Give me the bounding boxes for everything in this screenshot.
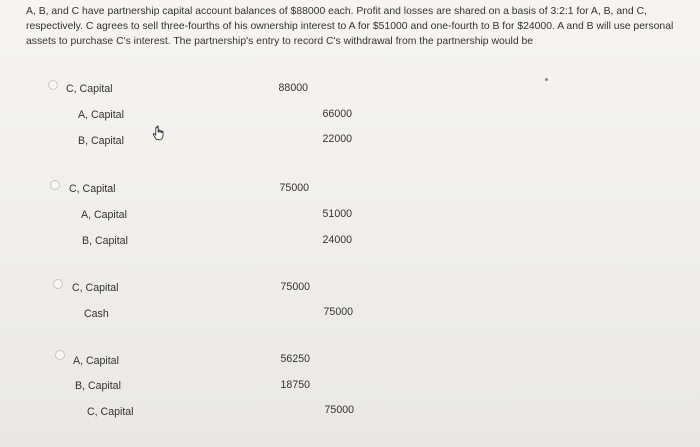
- question-text: A, B, and C have partnership capital account balances of $88000 each. Profit and losses are shared on a basis of 3:2:1 for A, B, and C, respectively. C agrees to sell three-fourths of his ownership interest to A for $51000 and one-fourth to B for $24000. A and B will use personal assets to purchase C's interest. The partnership's entry to record C's withdrawal from the partnership would be: [26, 6, 674, 47]
- entry-account: C, Capital: [66, 83, 113, 95]
- entry-account: A, Capital: [81, 209, 127, 221]
- entry-credit: 66000: [322, 108, 352, 120]
- radio-button-option-4[interactable]: [55, 350, 65, 360]
- radio-button-option-2[interactable]: [50, 180, 60, 190]
- entry-account: A, Capital: [73, 355, 119, 367]
- entry-account: C, Capital: [69, 183, 116, 195]
- entry-debit: 18750: [280, 379, 310, 391]
- entry-debit: 75000: [280, 281, 310, 293]
- entry-debit: 56250: [280, 353, 310, 365]
- radio-button-option-1[interactable]: [48, 80, 58, 90]
- entry-account: B, Capital: [75, 380, 121, 392]
- stray-dot: [545, 78, 548, 81]
- entry-account: C, Capital: [87, 406, 134, 418]
- entry-account: B, Capital: [82, 235, 128, 247]
- entry-debit: 88000: [278, 82, 308, 94]
- entry-account: A, Capital: [78, 109, 124, 121]
- entry-credit: 75000: [323, 306, 353, 318]
- entry-credit: 24000: [322, 234, 352, 246]
- entry-account: Cash: [84, 308, 109, 320]
- entry-credit: 75000: [324, 404, 354, 416]
- radio-button-option-3[interactable]: [53, 279, 63, 289]
- hand-pointer-icon: [152, 125, 166, 141]
- entry-credit: 22000: [322, 133, 352, 145]
- entry-credit: 51000: [322, 208, 352, 220]
- entry-debit: 75000: [279, 182, 309, 194]
- entry-account: B, Capital: [78, 135, 124, 147]
- entry-account: C, Capital: [72, 282, 119, 294]
